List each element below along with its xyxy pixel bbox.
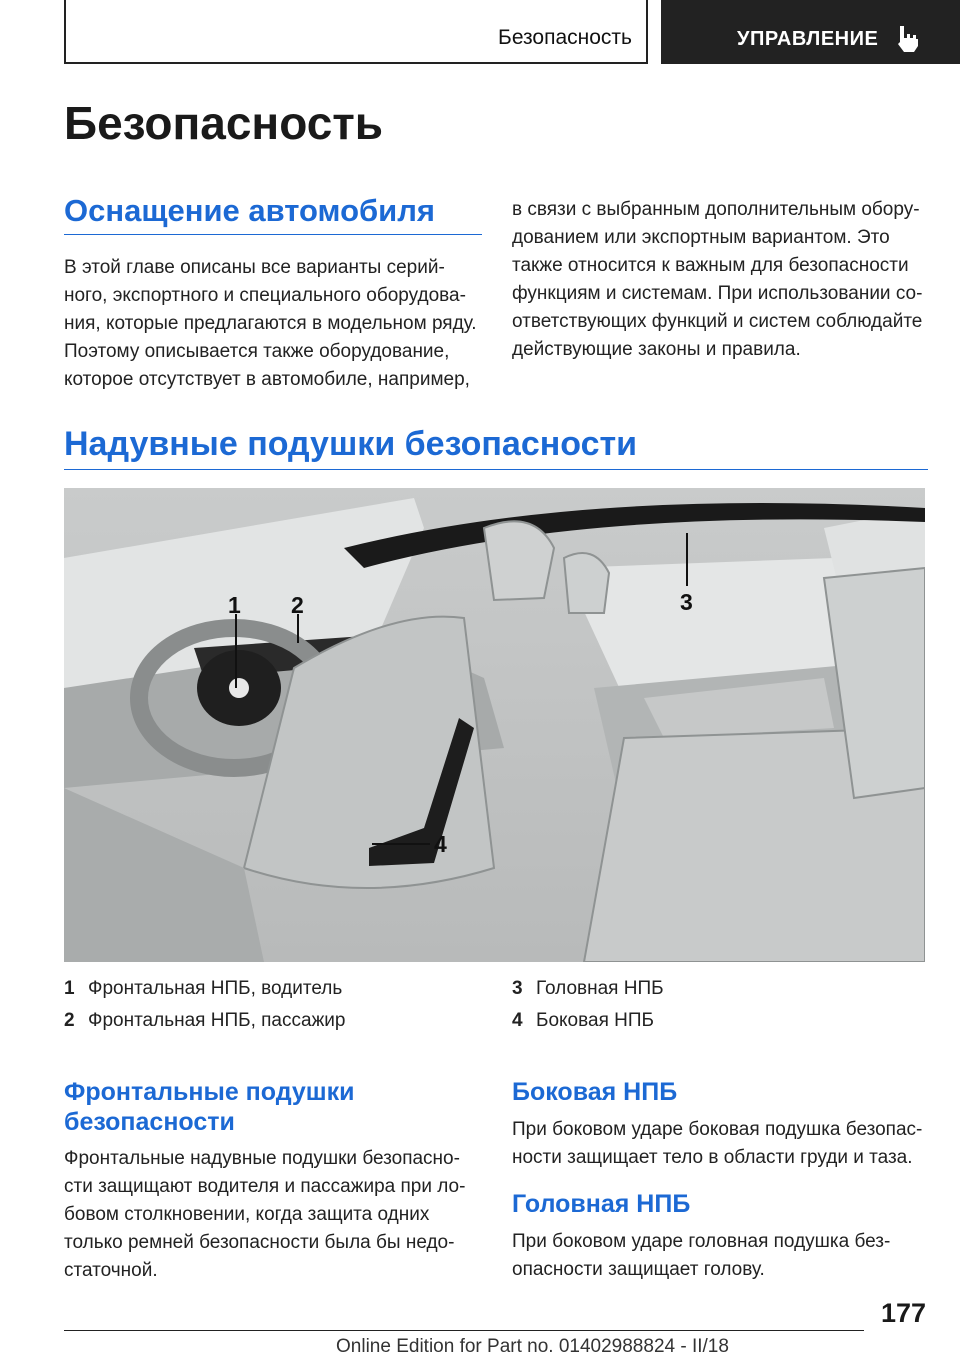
legend-item (64, 1010, 345, 1032)
section-heading-equipment: Оснащение автомобиля (64, 193, 435, 228)
footer-rule (64, 1330, 864, 1331)
page-number: 177 (880, 1298, 926, 1328)
section-heading-airbags: Надувные подушки безопасности (64, 425, 638, 463)
legend-text: Головная НПБ (536, 978, 664, 999)
section-rule (64, 234, 482, 235)
airbag-illustration (64, 488, 925, 962)
legend-item (64, 978, 342, 1000)
legend-number: 1 (64, 978, 75, 999)
front-airbag-text: Фронтальные надувные подушки безопасно- сти защищают водителя и пассажира при ло- бовом столкновении, когда защита одних только ремней безопасности была бы недо- статочной. (64, 1148, 466, 1281)
callout-4: 4 (434, 831, 447, 857)
equipment-text-right: в связи с выбранным дополнительным обору- дованием или экспортным вариантом. Это также относится к важным для безопасности функциям и системам. При использовании со- ответствующих функций и систем соблюдайте действующие законы и правила. (512, 199, 923, 360)
car-interior-image (64, 488, 925, 962)
legend-number: 3 (512, 978, 523, 999)
callout-2: 2 (291, 592, 304, 618)
page-title: Безопасность (64, 97, 384, 149)
front-airbag-heading-line1: Фронтальные подушки (64, 1078, 355, 1106)
header-chapter-label: УПРАВЛЕНИЕ (737, 28, 879, 50)
equipment-text-left: В этой главе описаны все варианты серий- ного, экспортного и специального оборудова- ния, которые предлагаются в модельном ряду. Поэтому описывается также оборудование, которое отсутствует в автомобиле, например, (64, 257, 477, 390)
callout-3: 3 (680, 589, 693, 615)
footer-edition: Online Edition for Part no. 01402988824 - II/18 (336, 1336, 729, 1357)
front-airbag-heading-line2: безопасности (64, 1108, 235, 1136)
legend-text: Фронтальная НПБ, водитель (88, 978, 343, 999)
side-airbag-text: При боковом ударе боковая подушка безопас- ности защищает тело в области груди и таза. (512, 1119, 923, 1168)
callout-1: 1 (228, 592, 241, 618)
header-section-label: Безопасность (498, 26, 632, 49)
hand-pointer-icon (894, 24, 922, 54)
section-rule (64, 469, 928, 470)
head-airbag-heading: Головная НПБ (512, 1190, 691, 1218)
side-airbag-heading: Боковая НПБ (512, 1078, 678, 1106)
legend-text: Боковая НПБ (536, 1010, 654, 1031)
legend-text: Фронтальная НПБ, пассажир (88, 1010, 346, 1031)
legend-number: 2 (64, 1010, 75, 1031)
head-airbag-text: При боковом ударе головная подушка без- опасности защищает голову. (512, 1231, 891, 1280)
legend-number: 4 (512, 1010, 523, 1031)
header-section-tab (64, 0, 648, 64)
legend-item (512, 978, 664, 1000)
legend-item (512, 1010, 654, 1032)
